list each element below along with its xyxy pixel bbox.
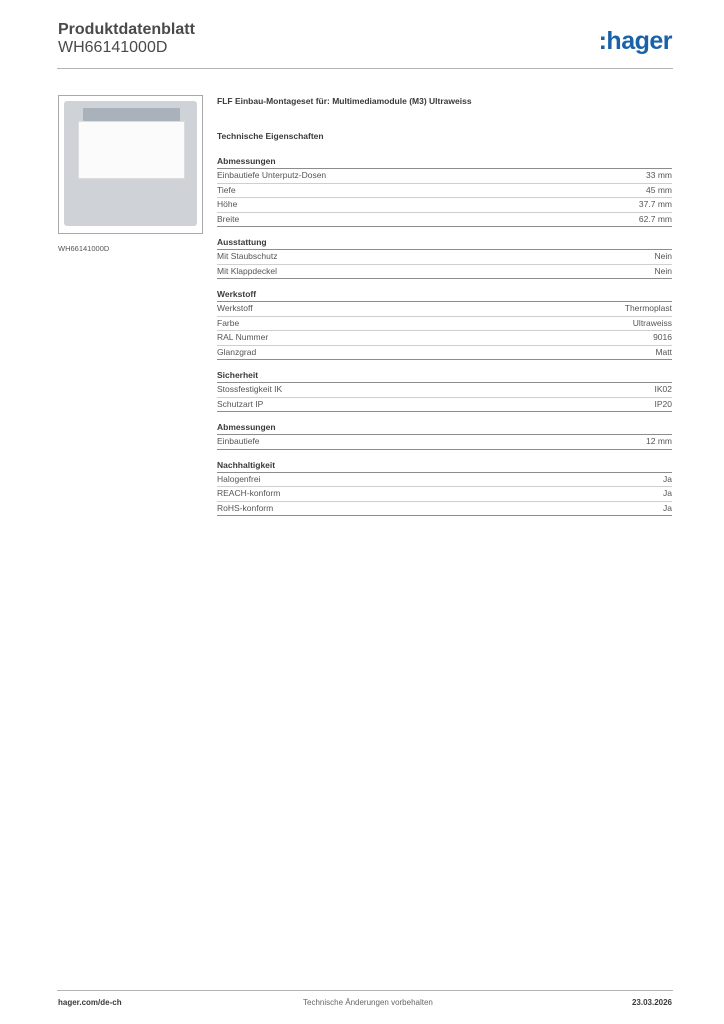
spec-sections [217, 155, 672, 516]
spec-label: Tiefe [217, 184, 236, 195]
spec-value: Thermoplast [624, 303, 672, 313]
spec-row [217, 198, 672, 213]
spec-value: Ja [663, 473, 672, 484]
spec-row [217, 502, 672, 517]
spec-section [217, 155, 672, 227]
technical-properties-heading: Technische Eigenschaften [217, 131, 324, 141]
spec-row [217, 398, 672, 413]
spec-section [217, 459, 672, 517]
spec-label: Glanzgrad [217, 346, 257, 357]
spec-value: Nein [654, 265, 672, 276]
section-heading: Ausstattung [217, 236, 672, 250]
spec-label: Halogenfrei [217, 473, 261, 484]
spec-value: Matt [655, 346, 672, 357]
section-heading: Nachhaltigkeit [217, 459, 672, 473]
header-divider [57, 68, 673, 69]
footer-website: hager.com/de-ch [58, 998, 122, 1007]
section-heading: Werkstoff [217, 288, 672, 302]
spec-label: RAL Nummer [217, 332, 269, 342]
spec-row [217, 302, 672, 317]
product-details [217, 96, 672, 516]
footer-date: 23.03.2026 [631, 998, 672, 1007]
spec-value: 45 mm [646, 184, 672, 195]
spec-row [217, 213, 672, 228]
spec-label: RoHS-konform [217, 502, 274, 513]
spec-section [217, 288, 672, 360]
spec-section [217, 236, 672, 279]
spec-label: REACH-konform [217, 488, 281, 498]
plate-top-bar [83, 108, 180, 121]
section-heading: Abmessungen [217, 421, 672, 435]
footer-notice: Technische Änderungen vorbehalten [303, 998, 433, 1007]
spec-row [217, 473, 672, 488]
hager-logo: :hager [598, 27, 672, 55]
spec-label: Schutzart IP [217, 398, 264, 409]
spec-label: Einbautiefe [217, 436, 260, 446]
spec-label: Höhe [217, 199, 238, 209]
spec-row [217, 265, 672, 280]
spec-value: 9016 [653, 332, 672, 342]
section-heading: Abmessungen [217, 155, 672, 169]
image-caption: WH66141000D [58, 244, 110, 253]
spec-label: Breite [217, 213, 240, 224]
footer-divider [57, 990, 673, 991]
page-title: Produktdatenblatt [58, 21, 195, 38]
section-heading: Sicherheit [217, 369, 672, 383]
spec-value: 33 mm [646, 170, 672, 180]
spec-row [217, 169, 672, 184]
product-image [58, 95, 203, 234]
spec-label: Mit Staubschutz [217, 251, 278, 261]
spec-label: Werkstoff [217, 303, 253, 313]
mounting-plate [64, 101, 197, 226]
spec-label: Mit Klappdeckel [217, 265, 278, 276]
spec-value: 37.7 mm [638, 199, 672, 209]
spec-value: IP20 [654, 398, 672, 409]
spec-label: Stossfestigkeit IK [217, 384, 283, 394]
spec-row [217, 317, 672, 332]
spec-value: Nein [654, 251, 672, 261]
spec-section [217, 421, 672, 450]
spec-row [217, 435, 672, 450]
spec-value: 12 mm [646, 436, 672, 446]
spec-value: 62.7 mm [638, 213, 672, 224]
spec-label: Farbe [217, 317, 240, 328]
spec-value: Ja [663, 488, 672, 498]
product-title: FLF Einbau-Montageset für: Multimediamodule (M3) Ultraweiss [217, 96, 472, 106]
spec-value: Ultraweiss [632, 317, 672, 328]
spec-row [217, 250, 672, 265]
spec-value: IK02 [654, 384, 672, 394]
spec-row [217, 346, 672, 361]
spec-row [217, 184, 672, 199]
article-number: WH66141000D [58, 39, 168, 56]
spec-section [217, 369, 672, 412]
spec-row [217, 331, 672, 346]
spec-value: Ja [663, 502, 672, 513]
spec-row [217, 383, 672, 398]
spec-row [217, 487, 672, 502]
spec-label: Einbautiefe Unterputz-Dosen [217, 170, 327, 180]
plate-window [78, 121, 185, 179]
